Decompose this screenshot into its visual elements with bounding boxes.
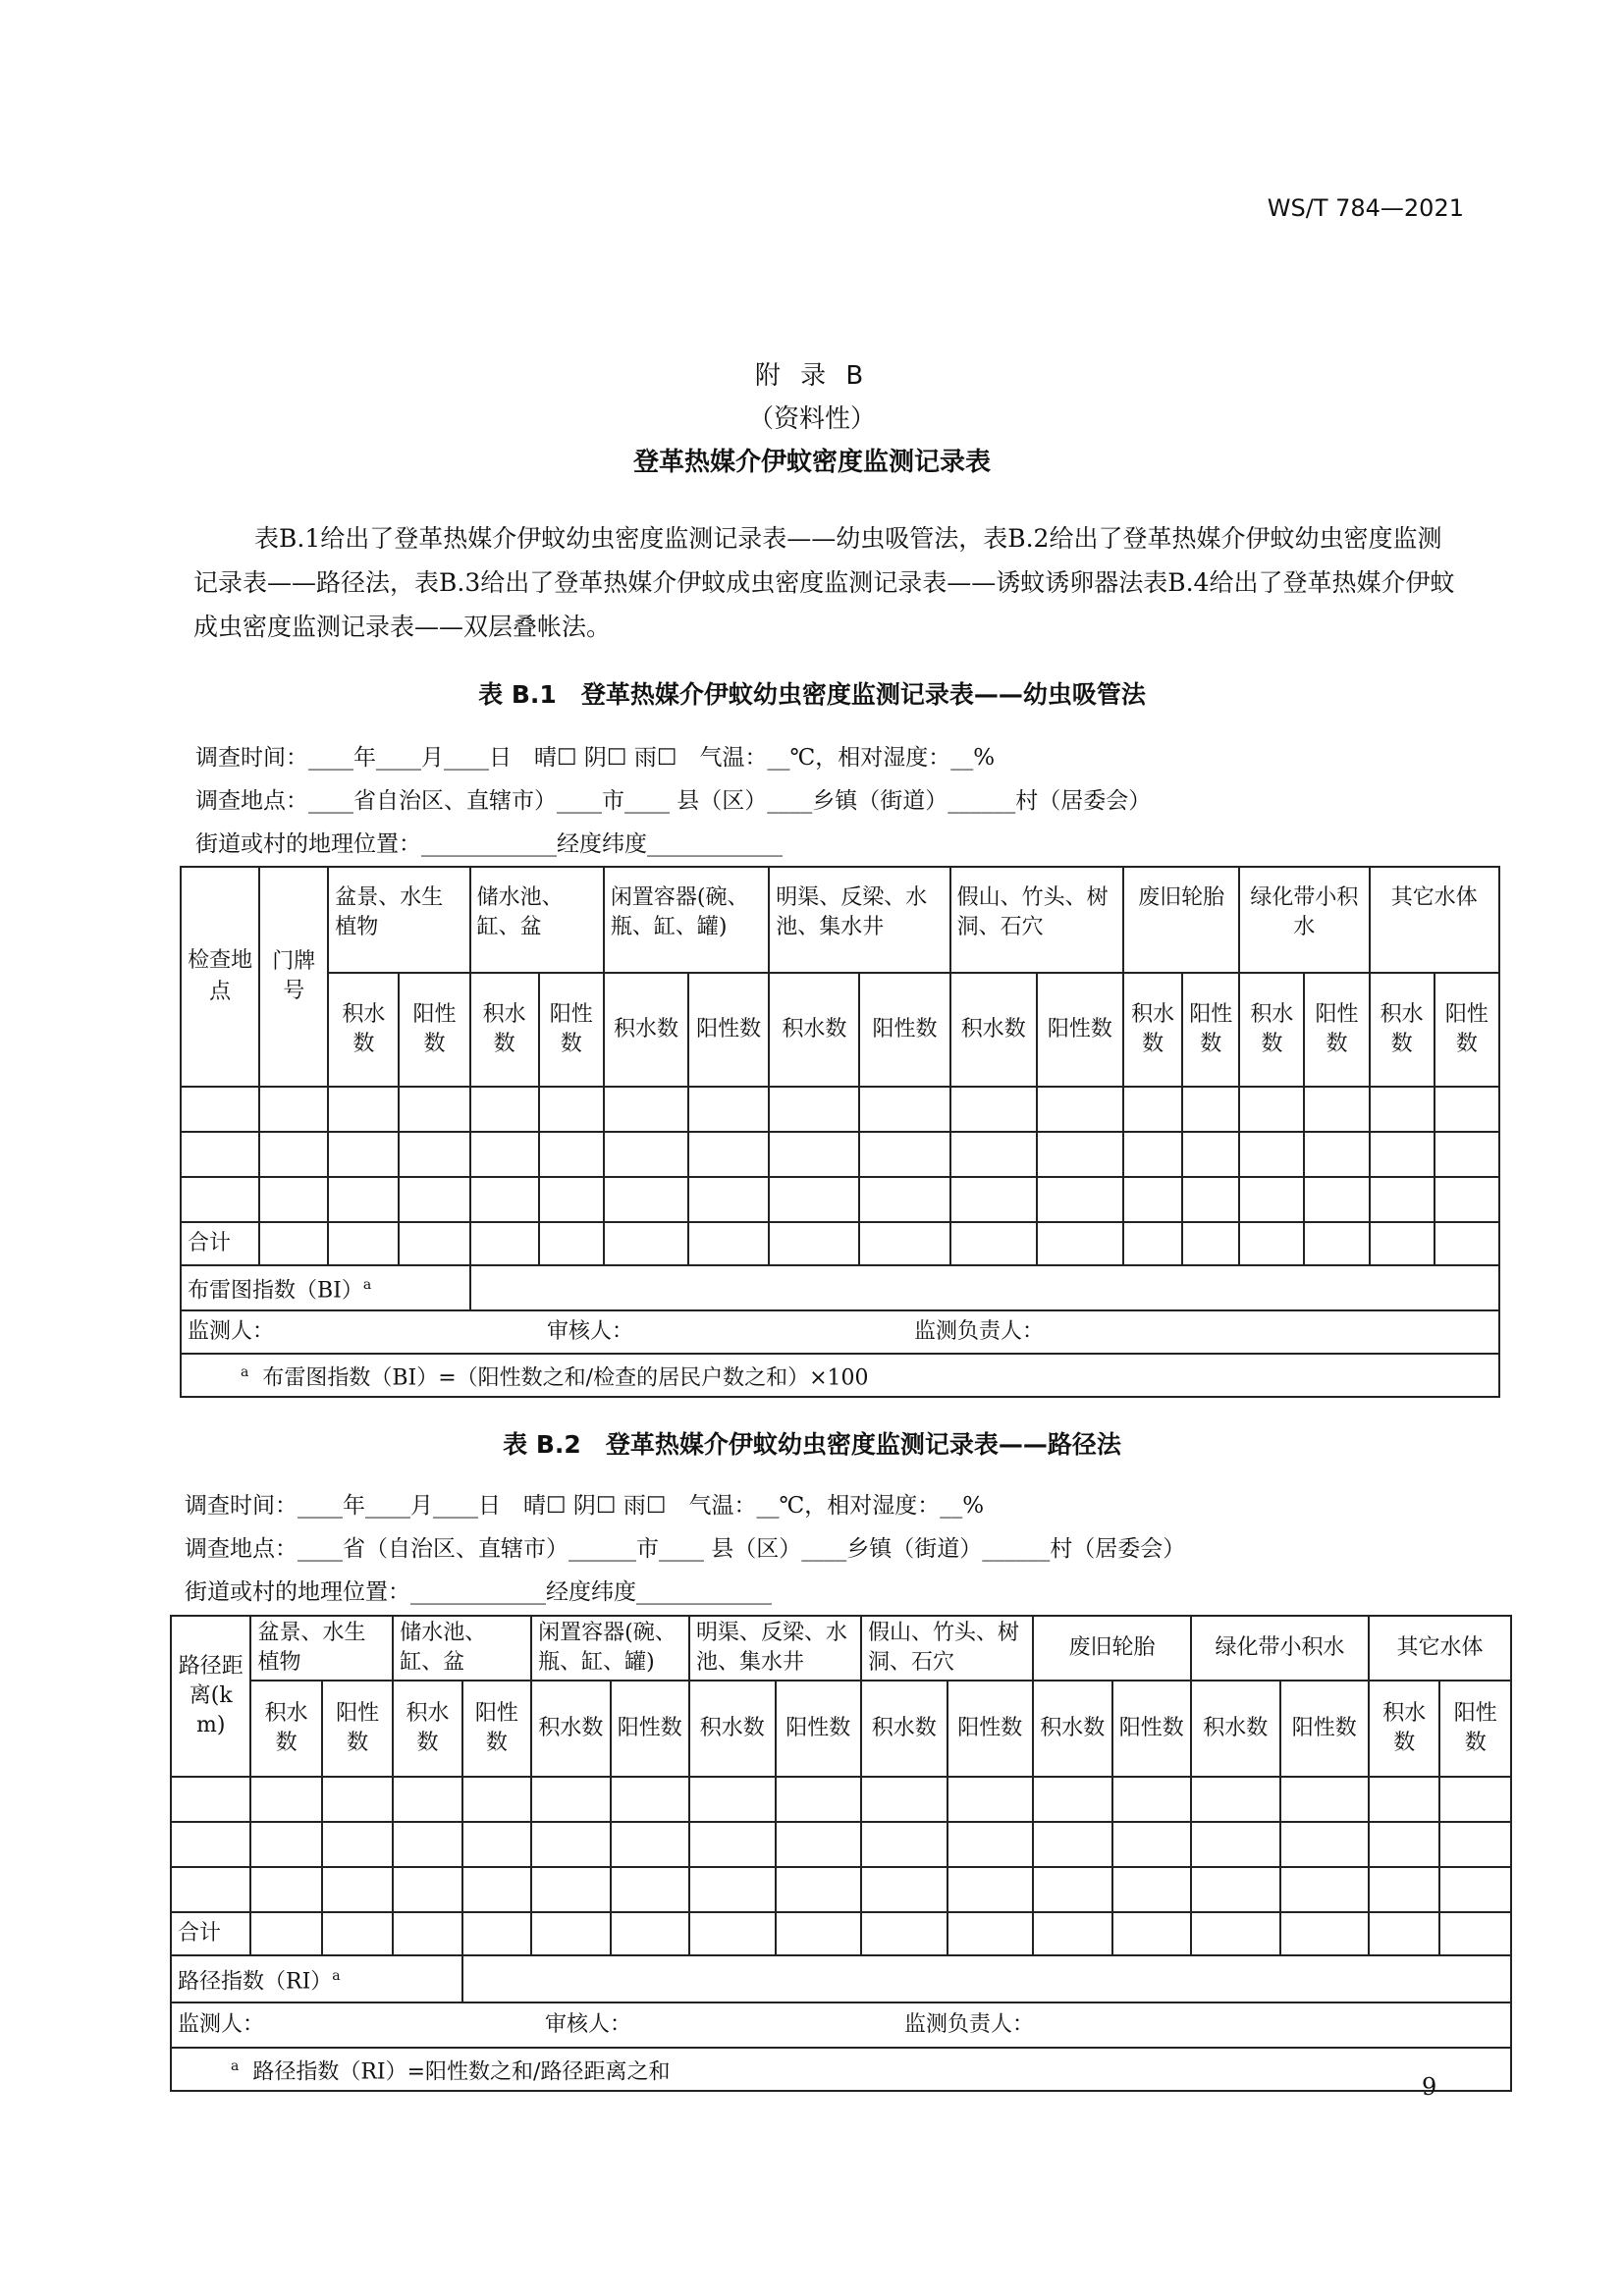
- sub-positive-count: 阳性数: [859, 973, 949, 1087]
- table2-survey-time: 调查时间：____年____月____日 晴☐ 阴☐ 雨☐ 气温：__℃，相对湿度：__%: [185, 1493, 985, 1519]
- appendix-label: 附 录 B: [754, 361, 870, 391]
- table-row: [181, 1132, 1499, 1177]
- intro-paragraph: 表B.1给出了登革热媒介伊蚊幼虫密度监测记录表——幼虫吸管法，表B.2给出了登革热媒介伊蚊幼虫密度监测记录表——路径法，表B.3给出了登革热媒介伊蚊成虫密度监测记录表——诱蚊诱卵器法表B.4给出了登革热媒介伊蚊成虫密度监测记录表——双层叠帐法。: [193, 524, 1455, 641]
- sub-water-count: 积水数: [1123, 973, 1182, 1087]
- sub-water-count: 积水数: [1369, 1681, 1439, 1777]
- sub-positive-count: 阳性数: [947, 1681, 1034, 1777]
- sub-water-count: 积水数: [950, 973, 1037, 1087]
- appendix-nature: （资料性）: [747, 404, 876, 434]
- monitor-label: 监测人：: [188, 1319, 275, 1344]
- group-rockery: 假山、竹头、树洞、石穴: [950, 867, 1123, 973]
- group-rockery: 假山、竹头、树洞、石穴: [861, 1616, 1033, 1681]
- sub-water-count: 积水数: [689, 1681, 776, 1777]
- signature-row: [181, 1310, 1499, 1354]
- col-inspection-site: 检查地点: [181, 867, 259, 1087]
- footnote-row: [181, 1354, 1499, 1397]
- table1-caption: 表 B.1 登革热媒介伊蚊幼虫密度监测记录表——幼虫吸管法: [478, 680, 1146, 709]
- sub-water-count: 积水数: [470, 973, 539, 1087]
- col-house-number: 门牌号: [259, 867, 328, 1087]
- sub-positive-count: 阳性数: [776, 1681, 862, 1777]
- sub-positive-count: 阳性数: [1280, 1681, 1370, 1777]
- sub-positive-count: 阳性数: [1435, 973, 1499, 1087]
- sub-positive-count: 阳性数: [322, 1681, 393, 1777]
- table-row: [171, 1822, 1511, 1867]
- sub-water-count: 积水数: [604, 973, 688, 1087]
- chief-label: 监测负责人：: [904, 2012, 1035, 2037]
- ri-footnote: 路径指数（RI）=阳性数之和/路径距离之和: [252, 2059, 671, 2085]
- group-idle-containers: 闲置容器(碗、瓶、缸、罐): [604, 867, 769, 973]
- footnote-mark: a: [241, 1363, 249, 1380]
- footnote-row: [171, 2048, 1511, 2091]
- group-other-water: 其它水体: [1369, 1616, 1511, 1681]
- sub-water-count: 积水数: [393, 1681, 461, 1777]
- sub-water-count: 积水数: [1239, 973, 1304, 1087]
- table-row: [181, 1177, 1499, 1222]
- ri-row: [171, 1955, 1511, 2002]
- sub-positive-count: 阳性数: [1439, 1681, 1511, 1777]
- sub-water-count: 积水数: [1191, 1681, 1280, 1777]
- reviewer-label: 审核人：: [545, 2012, 632, 2037]
- table-row: [171, 1777, 1511, 1822]
- sub-positive-count: 阳性数: [1037, 973, 1123, 1087]
- table1: [180, 866, 1500, 1398]
- footnote-mark: a: [231, 2057, 240, 2074]
- group-storage-pool: 储水池、缸、盆: [470, 867, 604, 973]
- table-row: [171, 1867, 1511, 1912]
- sub-positive-count: 阳性数: [611, 1681, 689, 1777]
- footnote-mark: a: [332, 1967, 341, 1984]
- sub-positive-count: 阳性数: [1304, 973, 1369, 1087]
- table2-caption: 表 B.2 登革热媒介伊蚊幼虫密度监测记录表——路径法: [503, 1430, 1121, 1459]
- total-row: [171, 1912, 1511, 1955]
- sub-positive-count: 阳性数: [539, 973, 604, 1087]
- bi-row: [181, 1265, 1499, 1310]
- sub-positive-count: 阳性数: [1182, 973, 1239, 1087]
- table2-geo-location: 街道或村的地理位置：____________经度纬度____________: [185, 1579, 772, 1605]
- total-label: 合计: [171, 1912, 250, 1955]
- document-number: WS/T 784—2021: [1267, 194, 1464, 222]
- sub-water-count: 积水数: [328, 973, 399, 1087]
- sub-positive-count: 阳性数: [462, 1681, 531, 1777]
- table2-survey-place: 调查地点：____省（自治区、直辖市）______市____ 县（区）____乡镇（街道）______村（居委会）: [185, 1536, 1186, 1562]
- group-tires: 废旧轮胎: [1123, 867, 1239, 973]
- sub-positive-count: 阳性数: [688, 973, 769, 1087]
- chief-label: 监测负责人：: [914, 1319, 1045, 1344]
- table1-survey-place: 调查地点：____省自治区、直辖市）____市____ 县（区）____乡镇（街道）______村（居委会）: [195, 788, 1152, 814]
- group-ditches: 明渠、反梁、水池、集水井: [769, 867, 949, 973]
- group-tires: 废旧轮胎: [1033, 1616, 1191, 1681]
- group-idle-containers: 闲置容器(碗、瓶、缸、罐): [531, 1616, 689, 1681]
- col-path-distance: 路径距离(km): [171, 1616, 250, 1777]
- total-label: 合计: [181, 1222, 259, 1265]
- group-storage-pool: 储水池、缸、盆: [393, 1616, 531, 1681]
- bi-footnote: 布雷图指数（BI）=（阳性数之和/检查的居民户数之和）×100: [262, 1365, 869, 1391]
- sub-water-count: 积水数: [531, 1681, 610, 1777]
- table1-survey-time: 调查时间：____年____月____日 晴☐ 阴☐ 雨☐ 气温：__℃，相对湿度：__%: [195, 745, 996, 771]
- table1-geo-location: 街道或村的地理位置：____________经度纬度____________: [195, 831, 783, 857]
- sub-water-count: 积水数: [1370, 973, 1435, 1087]
- group-ditches: 明渠、反梁、水池、集水井: [689, 1616, 861, 1681]
- total-row: [181, 1222, 1499, 1265]
- group-other-water: 其它水体: [1370, 867, 1499, 973]
- sub-water-count: 积水数: [769, 973, 859, 1087]
- sub-water-count: 积水数: [861, 1681, 947, 1777]
- monitor-label: 监测人：: [178, 2012, 265, 2037]
- appendix-title: 登革热媒介伊蚊密度监测记录表: [632, 448, 991, 477]
- sub-water-count: 积水数: [250, 1681, 321, 1777]
- group-bonsai: 盆景、水生植物: [250, 1616, 393, 1681]
- sub-water-count: 积水数: [1033, 1681, 1111, 1777]
- sub-positive-count: 阳性数: [1112, 1681, 1191, 1777]
- sub-positive-count: 阳性数: [399, 973, 469, 1087]
- group-bonsai: 盆景、水生植物: [328, 867, 469, 973]
- group-green-belt: 绿化带小积水: [1239, 867, 1369, 973]
- bi-label: 布雷图指数（BI）: [188, 1278, 363, 1304]
- page-number: 9: [1422, 2073, 1437, 2101]
- table2: [170, 1615, 1512, 2092]
- footnote-mark: a: [362, 1276, 372, 1293]
- ri-label: 路径指数（RI）: [178, 1969, 333, 1995]
- reviewer-label: 审核人：: [547, 1319, 634, 1344]
- table-row: [181, 1087, 1499, 1132]
- signature-row: [171, 2002, 1511, 2048]
- group-green-belt: 绿化带小积水: [1191, 1616, 1369, 1681]
